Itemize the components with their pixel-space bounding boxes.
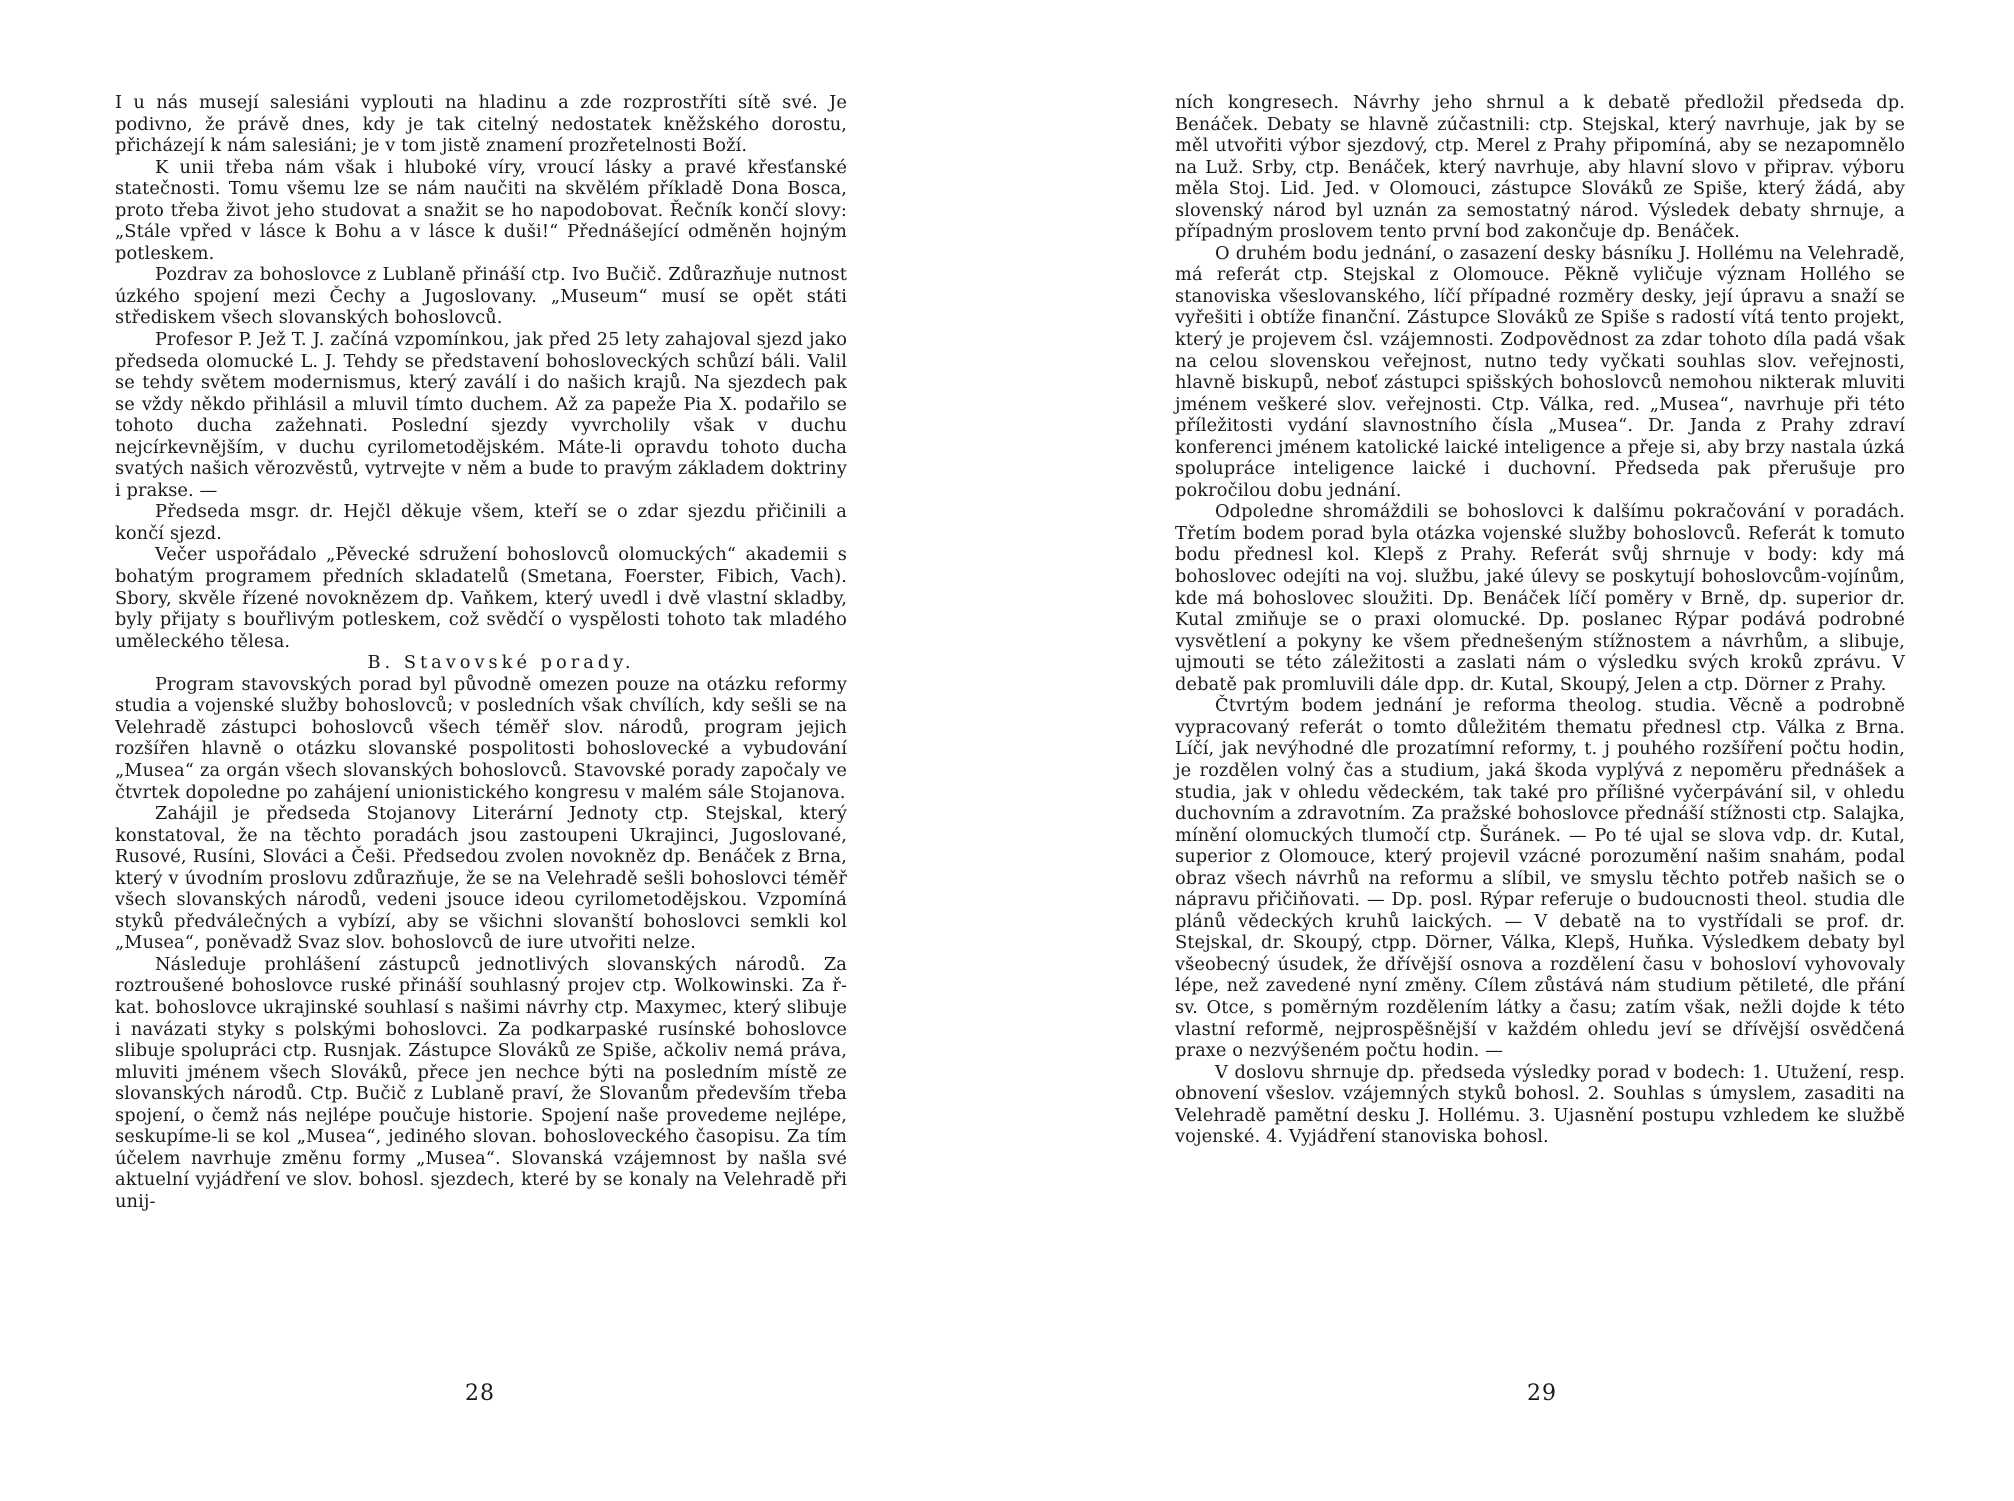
paragraph: ních kongresech. Návrhy jeho shrnul a k debatě předložil předseda dp. Benáček. Debaty se hlavně zúčastnili: ctp. Stejskal, který navrhuje, jak by se měl utvořiti výbor sjezdový, ctp. Merel z Prahy připomíná, aby se nezapomnělo na Luž. Srby, ctp. Benáček, který navrhuje, aby hlavní slovo v připrav. výboru měla Stoj. Lid. Jed. v Olomouci, zástupce Slováků ze Spiše, který žádá, aby slovenský národ byl uznán za semostatný národ. Výsledek debaty shrnuje, a případným proslovem tento první bod zakončuje dp. Benáček.	[1175, 92, 1905, 243]
paragraph: Odpoledne shromáždili se bohoslovci k dalšímu pokračování v poradách. Třetím bodem porad byla otázka vojenské služby bohoslovců. Referát k tomuto bodu přednesl kol. Klepš z Prahy. Referát svůj shrnuje v body: kdy má bohoslovec odejíti na voj. službu, jaké úlevy se poskytují bohoslovcům-vojínům, kde má bohoslovec sloužiti. Dp. Benáček líčí poměry v Brně, dp. superior dr. Kutal zmiňuje se o praxi olomucké. Dp. poslanec Rýpar podává podrobné vysvětlení a pokyny ke všem přednešeným stížnostem a návrhům, a slibuje, ujmouti se této záležitosti a zaslati nám o výsledku svých kroků zprávu. V debatě pak promluvili dále dpp. dr. Kutal, Skoupý, Jelen a ctp. Dörner z Prahy.	[1175, 501, 1905, 695]
paragraph: Zahájil je předseda Stojanovy Literární Jednoty ctp. Stejskal, který konstatoval, že na těchto poradách jsou zastoupeni Ukrajinci, Jugoslované, Rusové, Rusíni, Slováci a Češi. Předsedou zvolen novokněz dp. Benáček z Brna, který v úvodním proslovu zdůrazňuje, že se na Velehradě sešli bohoslovci téměř všech slovanských národů, vedeni jsouce ideou cyrilometodějskou. Vzpomíná styků předválečných a vybízí, aby se všichni slovanští bohoslovci semkli kol „Musea“, poněvadž Svaz slov. bohoslovců de iure utvořiti nelze.	[115, 803, 847, 954]
paragraph: Večer uspořádalo „Pěvecké sdružení bohoslovců olomuckých“ akademii s bohatým programem předních skladatelů (Smetana, Foerster, Fibich, Vach). Sbory, skvěle řízené novoknězem dp. Vaňkem, který uvedl i dvě vlastní skladby, byly přijaty s bouřlivým potleskem, což svědčí o vyspělosti tohoto tak mladého uměleckého tělesa.	[115, 544, 847, 652]
paragraph: Program stavovských porad byl původně omezen pouze na otázku reformy studia a vojenské služby bohoslovců; v posledních však chvílích, kdy sešli se na Velehradě zástupci bohoslovců všech téměř slov. národů, program jejich rozšířen hlavně o otázku slovanské pospolitosti bohoslovecké a vybudování „Musea“ za orgán všech slovanských bohoslovců. Stavovské porady započaly ve čtvrtek dopoledne po zahájení unionistického kongresu v malém sále Stojanova.	[115, 673, 847, 803]
paragraph: Následuje prohlášení zástupců jednotlivých slovanských národů. Za roztroušené bohoslovce ruské přináší souhlasný projev ctp. Wolkowinski. Za ř-kat. bohoslovce ukrajinské souhlasí s našimi návrhy ctp. Maxymec, který slibuje i navázati styky s polskými bohoslovci. Za podkarpaské rusínské bohoslovce slibuje spolupráci ctp. Rusnjak. Zástupce Slováků ze Spiše, ačkoliv nemá práva, mluviti jménem všech Slováků, přece jen nechce býti na posledním místě ze slovanských národů. Ctp. Bučič z Lublaně praví, že Slovanům především třeba spojení, o čemž nás nejlépe poučuje historie. Spojení naše provedeme nejlépe, seskupíme-li se kol „Musea“, jediného slovan. bohosloveckého časopisu. Za tím účelem navrhuje změnu formy „Musea“. Slovanská vzájemnost by našla své aktuelní vyjádření ve slov. bohosl. sjezdech, které by se konaly na Velehradě při unij-	[115, 953, 847, 1212]
page-number: 28	[465, 1381, 495, 1406]
paragraph: O druhém bodu jednání, o zasazení desky básníku J. Hollému na Velehradě, má referát ctp. Stejskal z Olomouce. Pěkně vyličuje význam Hollého se stanoviska všeslovanského, líčí případné rozměry desky, její úpravu a snaží se vyřešiti i obtíže finanční. Zástupce Slováků ze Spiše s radostí vítá tento projekt, který je projevem čsl. vzájemnosti. Zodpovědnost za zdar tohoto díla padá však na celou slovenskou veřejnost, nutno tedy vyčkati souhlas slov. veřejnosti, hlavně biskupů, neboť zástupci spišských bohoslovců nemohou nikterak mluviti jménem veškeré slov. veřejnosti. Ctp. Válka, red. „Musea“, navrhuje při této příležitosti vydání slavnostního čísla „Musea“. Dr. Janda z Prahy zdraví konferenci jménem katolické laické inteligence a přeje si, aby brzy nastala úzká spolupráce inteligence laické i duchovní. Předseda pak přerušuje pro pokročilou dobu jednání.	[1175, 242, 1905, 501]
left-text-column	[115, 92, 847, 1212]
paragraph: V doslovu shrnuje dp. předseda výsledky porad v bodech: 1. Utužení, resp. obnovení všeslov. vzájemných styků bohosl. 2. Souhlas s úmyslem, zasaditi na Velehradě pamětní desku J. Hollému. 3. Ujasnění postupu vzhledem ke službě vojenské. 4. Vyjádření stanoviska bohosl.	[1175, 1061, 1905, 1148]
page-number: 29	[1527, 1381, 1557, 1406]
paragraph: Pozdrav za bohoslovce z Lublaně přináší ctp. Ivo Bučič. Zdůrazňuje nutnost úzkého spojení mezi Čechy a Jugoslovany. „Museum“ musí se opět státi střediskem všech slovanských bohoslovců.	[115, 264, 847, 329]
section-heading: B. Stavovské porady.	[367, 652, 635, 674]
paragraph: I u nás musejí salesiáni vyplouti na hladinu a zde rozprostříti sítě své. Je podivno, že právě dnes, kdy je tak citelný nedostatek kněžského dorostu, přicházejí k nám salesiáni; je v tom jistě znamení prozřetelnosti Boží.	[115, 92, 847, 157]
paragraph: Předseda msgr. dr. Hejčl děkuje všem, kteří se o zdar sjezdu přičinili a končí sjezd.	[115, 501, 847, 544]
paragraph: K unii třeba nám však i hluboké víry, vroucí lásky a pravé křesťanské statečnosti. Tomu všemu lze se nám naučiti na skvělém příkladě Dona Bosca, proto třeba život jeho studovat a snažit se ho napodobovat. Řečník končí slovy: „Stále vpřed v lásce k Bohu a v lásce k duši!“ Přednášející odměněn hojným potleskem.	[115, 156, 847, 264]
paragraph: Čtvrtým bodem jednání je reforma theolog. studia. Věcně a podrobně vypracovaný referát o tomto důležitém thematu přednesl ctp. Válka z Brna. Líčí, jak nevýhodné dle prozatímní reformy, t. j pouhého rozšíření počtu hodin, je rozdělen volný čas a studium, jaká škoda vyplývá z nepoměru přednášek a studia, jak v ohledu vědeckém, tak také pro přílišné vyčerpávání sil, v ohledu duchovním a zdravotním. Za pražské bohoslovce přednáší stížnosti ctp. Salajka, mínění olomuckých tlumočí ctp. Šuránek. — Po té ujal se slova vdp. dr. Kutal, superior z Olomouce, který projevil vzácné porozumění našim snahám, podal obraz všech návrhů na reformu a slíbil, ve smyslu těchto potřeb našich se o nápravu přičiňovati. — Dp. posl. Rýpar referuje o budoucnosti theol. studia dle plánů vědeckých kruhů laických. — V debatě na to vystřídali se prof. dr. Stejskal, dr. Skoupý, ctpp. Dörner, Válka, Klepš, Huňka. Výsledkem debaty byl všeobecný úsudek, že dřívější osnova a rozdělení času v bohosloví vyhovovaly lépe, než zavedené nyní změny. Cílem zůstává nám studium pětileté, dle přání sv. Otce, s poměrným rozdělením látky a času; zatím však, nežli dojde k této vlastní reformě, nejprospěšnější v každém ohledu jeví se dřívější osvědčená praxe o nezvýšeném počtu hodin. —	[1175, 695, 1905, 1062]
paragraph: Profesor P. Jež T. J. začíná vzpomínkou, jak před 25 lety zahajoval sjezd jako předseda olomucké L. J. Tehdy se představení bohosloveckých schůzí báli. Valil se tehdy světem modernismus, který zaválí i do našich krajů. Na sjezdech pak se vždy někdo přihlásil a mluvil tímto duchem. Až za papeže Pia X. podařilo se tohoto ducha zažehnati. Poslední sjezdy vyvrcholily však v duchu nejcírkevnějším, v duchu cyrilometodějském. Máte-li opravdu tohoto ducha svatých našich věrozvěstů, vytrvejte v něm a bude to pravým základem doktriny i prakse. —	[115, 329, 847, 501]
right-text-column	[1175, 92, 1905, 1148]
right-page	[1007, 0, 2014, 1501]
